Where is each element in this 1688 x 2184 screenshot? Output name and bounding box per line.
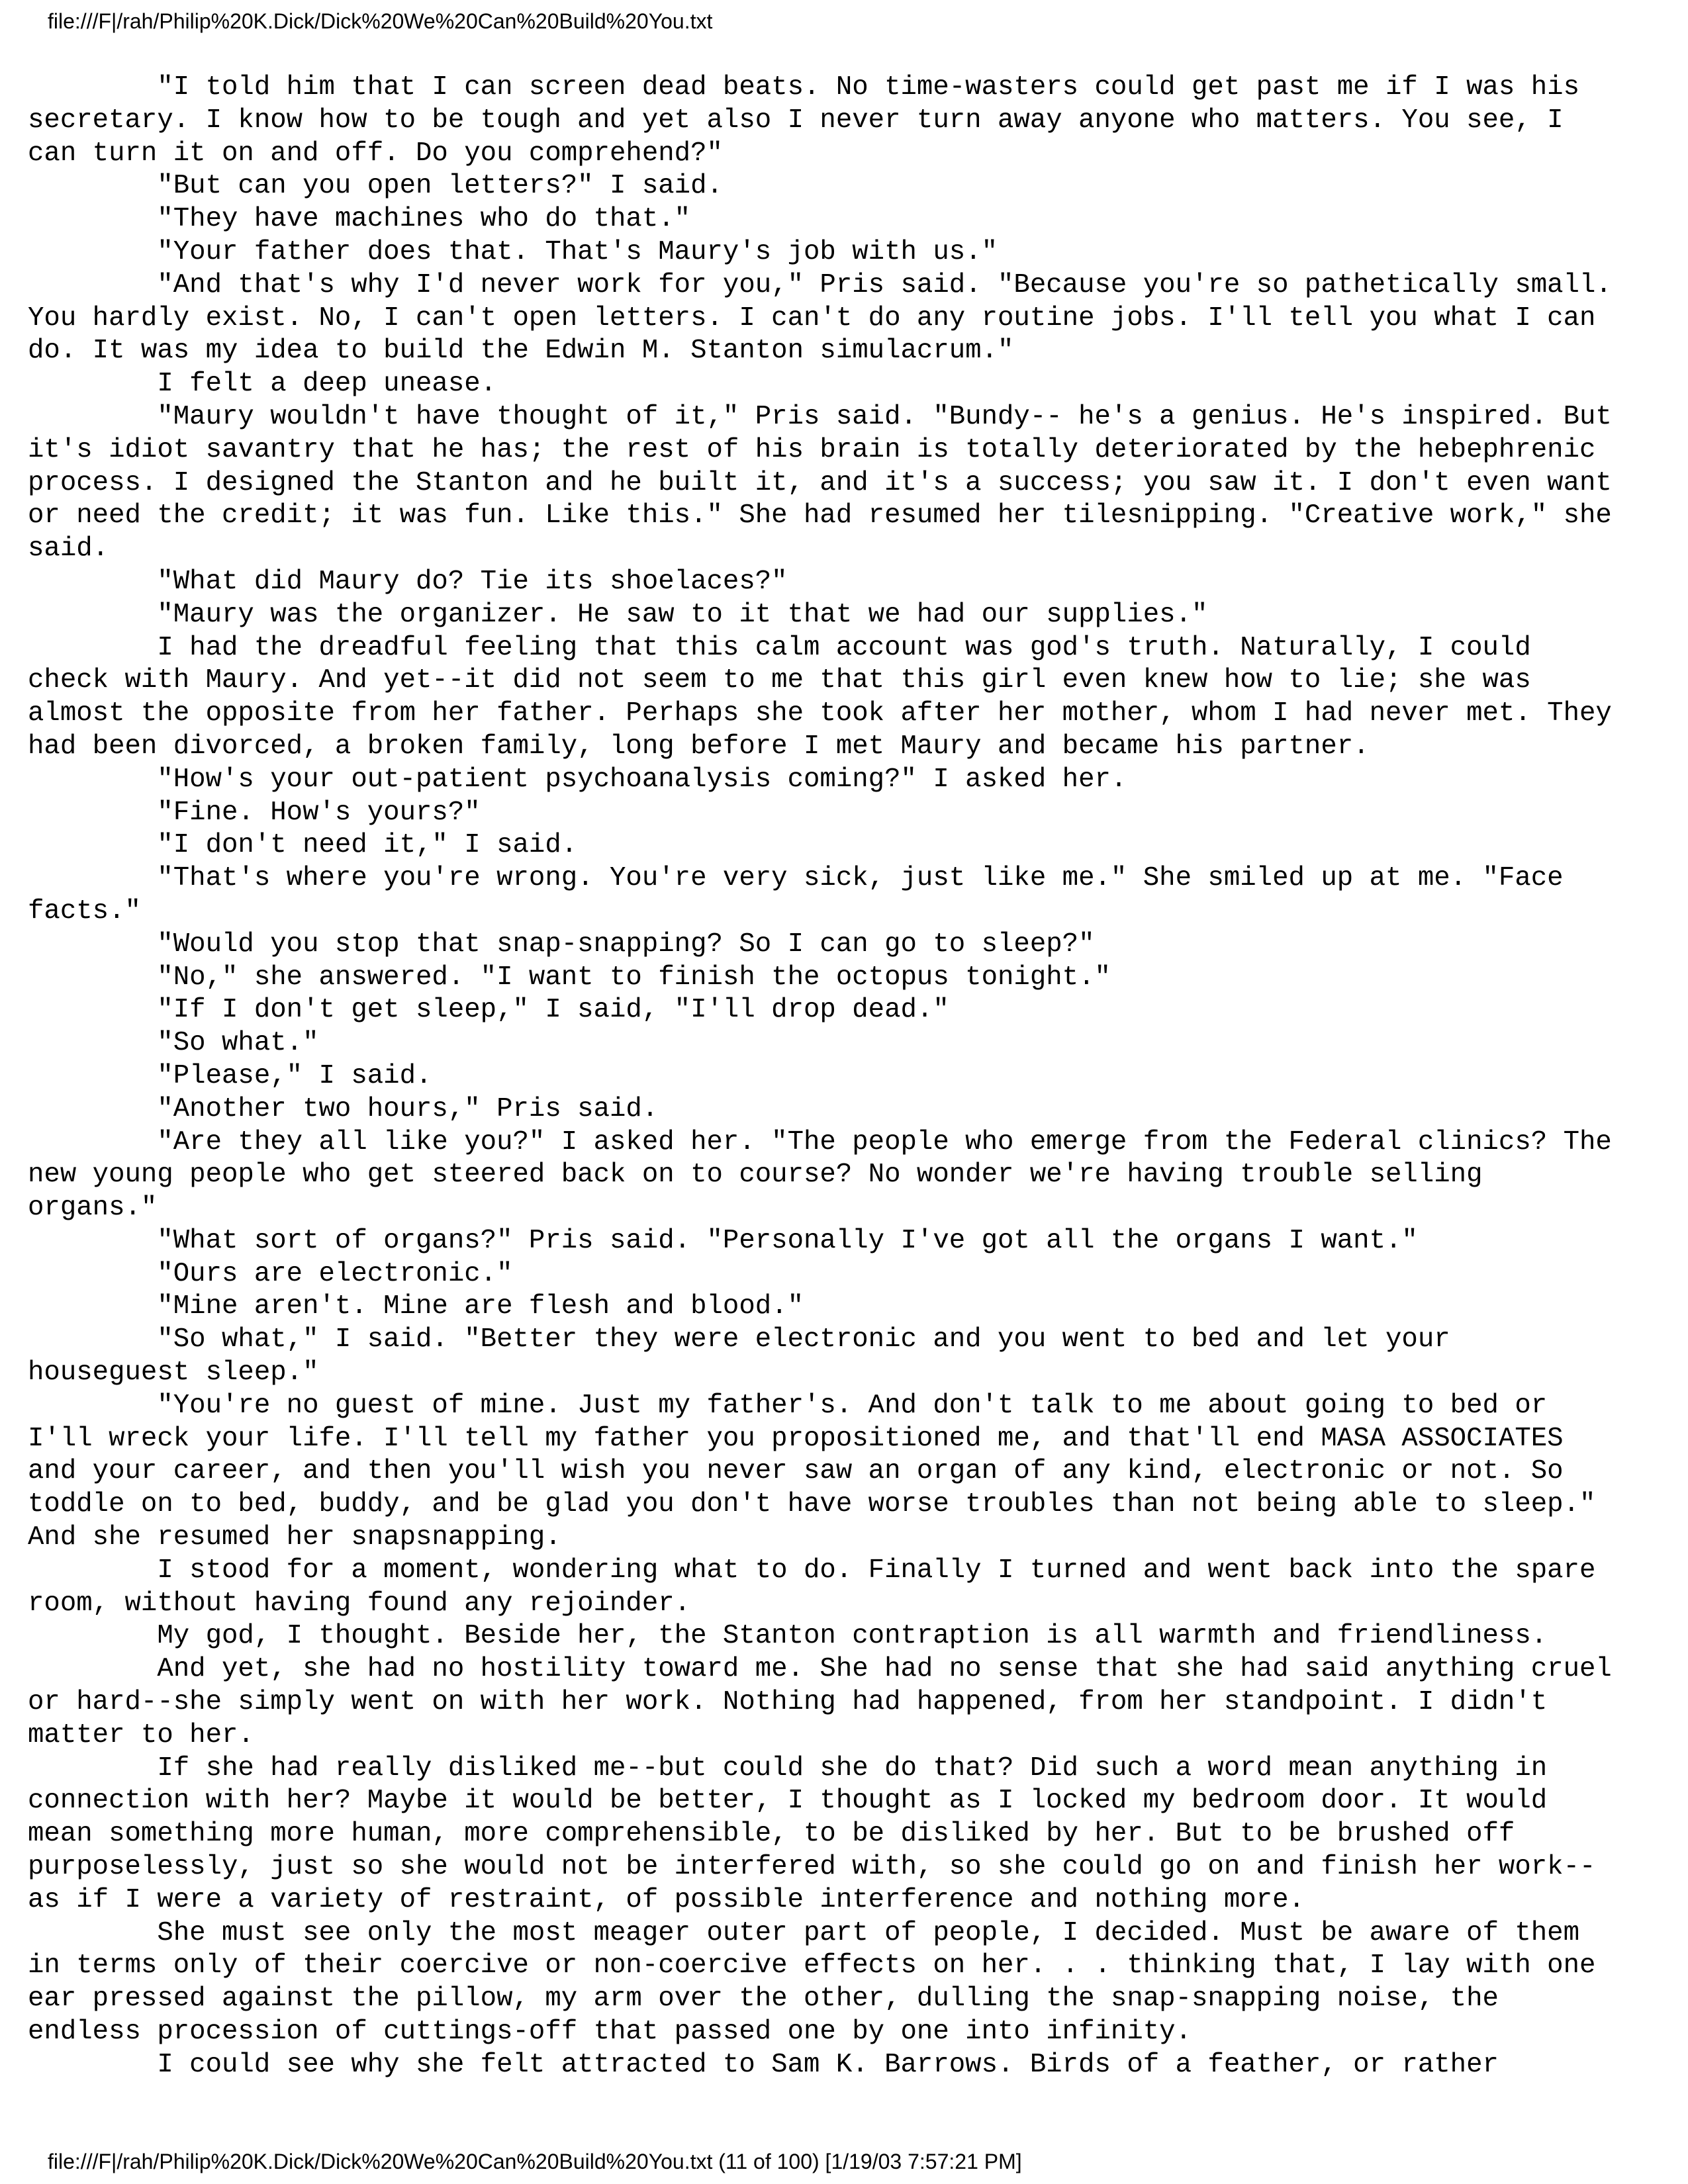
text-line: "So what." xyxy=(28,1028,319,1059)
text-line: organs." xyxy=(28,1193,158,1224)
text-line: I stood for a moment, wondering what to do. Finally I turned and went back into the spare xyxy=(28,1555,1596,1586)
text-line: She must see only the most meager outer part of people, I decided. Must be aware of them xyxy=(28,1917,1579,1948)
text-line: "Would you stop that snap-snapping? So I can go to sleep?" xyxy=(28,929,1095,960)
text-line: do. It was my idea to build the Edwin M. Stanton simulacrum." xyxy=(28,336,1014,367)
text-line: "I told him that I can screen dead beats. No time-wasters could get past me if I was his xyxy=(28,72,1579,103)
text-line: or need the credit; it was fun. Like this." She had resumed her tilesnipping. "Creative work," she xyxy=(28,500,1612,531)
text-line: "Are they all like you?" I asked her. "The people who emerge from the Federal clinics? The xyxy=(28,1126,1612,1158)
text-line: and your career, and then you'll wish you never saw an organ of any kind, electronic or not. So xyxy=(28,1456,1564,1487)
text-line: endless procession of cuttings-off that passed one by one into infinity. xyxy=(28,2017,1192,2048)
text-line: "If I don't get sleep," I said, "I'll drop dead." xyxy=(28,995,949,1026)
text-line: check with Maury. And yet--it did not seem to me that this girl even knew how to lie; she was xyxy=(28,665,1531,696)
text-line: "Your father does that. That's Maury's job with us." xyxy=(28,236,998,267)
text-line: secretary. I know how to be tough and yet also I never turn away anyone who matters. You see, I xyxy=(28,105,1564,136)
text-line: I'll wreck your life. I'll tell my father you propositioned me, and that'll end MASA ASSOCIATES xyxy=(28,1423,1564,1454)
document-body xyxy=(28,71,1663,2082)
text-line: process. I designed the Stanton and he built it, and it's a success; you saw it. I don't even want xyxy=(28,467,1612,498)
text-line: almost the opposite from her father. Perhaps she took after her mother, whom I had never met. They xyxy=(28,698,1612,729)
text-line: connection with her? Maybe it would be better, I thought as I locked my bedroom door. It would xyxy=(28,1786,1548,1817)
text-line: "Another two hours," Pris said. xyxy=(28,1093,659,1124)
text-line: "That's where you're wrong. You're very sick, just like me." She smiled up at me. "Face xyxy=(28,863,1564,894)
text-line: "They have machines who do that." xyxy=(28,204,691,235)
text-line: "I don't need it," I said. xyxy=(28,830,578,861)
text-line: "No," she answered. "I want to finish the octopus tonight." xyxy=(28,962,1111,993)
text-line: And she resumed her snapsnapping. xyxy=(28,1522,561,1553)
text-line: "What sort of organs?" Pris said. "Personally I've got all the organs I want." xyxy=(28,1225,1418,1256)
text-line: purposelessly, just so she would not be interfered with, so she could go on and finish her work-- xyxy=(28,1852,1596,1883)
file-path-footer: file:///F|/rah/Philip%20K.Dick/Dick%20We%20Can%20Build%20You.txt (11 of 100) [1/19/03 7:57:21 PM] xyxy=(48,2150,1022,2173)
text-line: matter to her. xyxy=(28,1719,254,1751)
text-line: And yet, she had no hostility toward me. She had no sense that she had said anything cruel xyxy=(28,1654,1612,1685)
text-line: can turn it on and off. Do you comprehend?" xyxy=(28,138,723,169)
text-line: ear pressed against the pillow, my arm over the other, dulling the snap-snapping noise, the xyxy=(28,1983,1499,2015)
text-line: as if I were a variety of restraint, of possible interference and nothing more. xyxy=(28,1884,1305,1915)
text-line: I had the dreadful feeling that this calm account was god's truth. Naturally, I could xyxy=(28,632,1531,663)
text-line: If she had really disliked me--but could she do that? Did such a word mean anything in xyxy=(28,1752,1548,1784)
text-line: "Mine aren't. Mine are flesh and blood." xyxy=(28,1291,804,1322)
text-line: "Please," I said. xyxy=(28,1060,432,1091)
text-line: toddle on to bed, buddy, and be glad you don't have worse troubles than not being able to sleep." xyxy=(28,1489,1596,1520)
text-line: it's idiot savantry that he has; the rest of his brain is totally deteriorated by the hebephrenic xyxy=(28,434,1596,465)
text-line: I felt a deep unease. xyxy=(28,369,497,400)
text-line: "Ours are electronic." xyxy=(28,1258,513,1289)
text-line: "What did Maury do? Tie its shoelaces?" xyxy=(28,566,788,597)
text-line: "Fine. How's yours?" xyxy=(28,797,481,828)
text-line: room, without having found any rejoinder. xyxy=(28,1588,691,1619)
text-line: in terms only of their coercive or non-coercive effects on her. . . thinking that, I lay with one xyxy=(28,1950,1596,1981)
file-path-header: file:///F|/rah/Philip%20K.Dick/Dick%20We%20Can%20Build%20You.txt xyxy=(48,9,713,33)
text-line: "Maury wouldn't have thought of it," Pris said. "Bundy-- he's a genius. He's inspired. But xyxy=(28,401,1612,432)
text-line: facts." xyxy=(28,895,141,927)
text-line: "So what," I said. "Better they were electronic and you went to bed and let your xyxy=(28,1324,1450,1355)
text-line: "Maury was the organizer. He saw to it that we had our supplies." xyxy=(28,599,1208,630)
text-line: I could see why she felt attracted to Sam K. Barrows. Birds of a feather, or rather xyxy=(28,2049,1499,2080)
text-line: houseguest sleep." xyxy=(28,1357,319,1388)
text-line: said. xyxy=(28,533,109,565)
text-line: had been divorced, a broken family, long before I met Maury and became his partner. xyxy=(28,731,1370,762)
text-line: "How's your out-patient psychoanalysis coming?" I asked her. xyxy=(28,764,1127,795)
text-line: "But can you open letters?" I said. xyxy=(28,171,723,202)
text-line: My god, I thought. Beside her, the Stanton contraption is all warmth and friendliness. xyxy=(28,1621,1548,1652)
text-line: new young people who get steered back on to course? No wonder we're having trouble selling xyxy=(28,1160,1483,1191)
text-line: "You're no guest of mine. Just my father's. And don't talk to me about going to bed or xyxy=(28,1390,1548,1421)
text-line: mean something more human, more comprehensible, to be disliked by her. But to be brushed off xyxy=(28,1819,1515,1850)
text-line: "And that's why I'd never work for you," Pris said. "Because you're so pathetically small. xyxy=(28,269,1612,300)
text-line: or hard--she simply went on with her work. Nothing had happened, from her standpoint. I didn't xyxy=(28,1687,1548,1718)
text-line: You hardly exist. No, I can't open letters. I can't do any routine jobs. I'll tell you what I can xyxy=(28,302,1596,334)
